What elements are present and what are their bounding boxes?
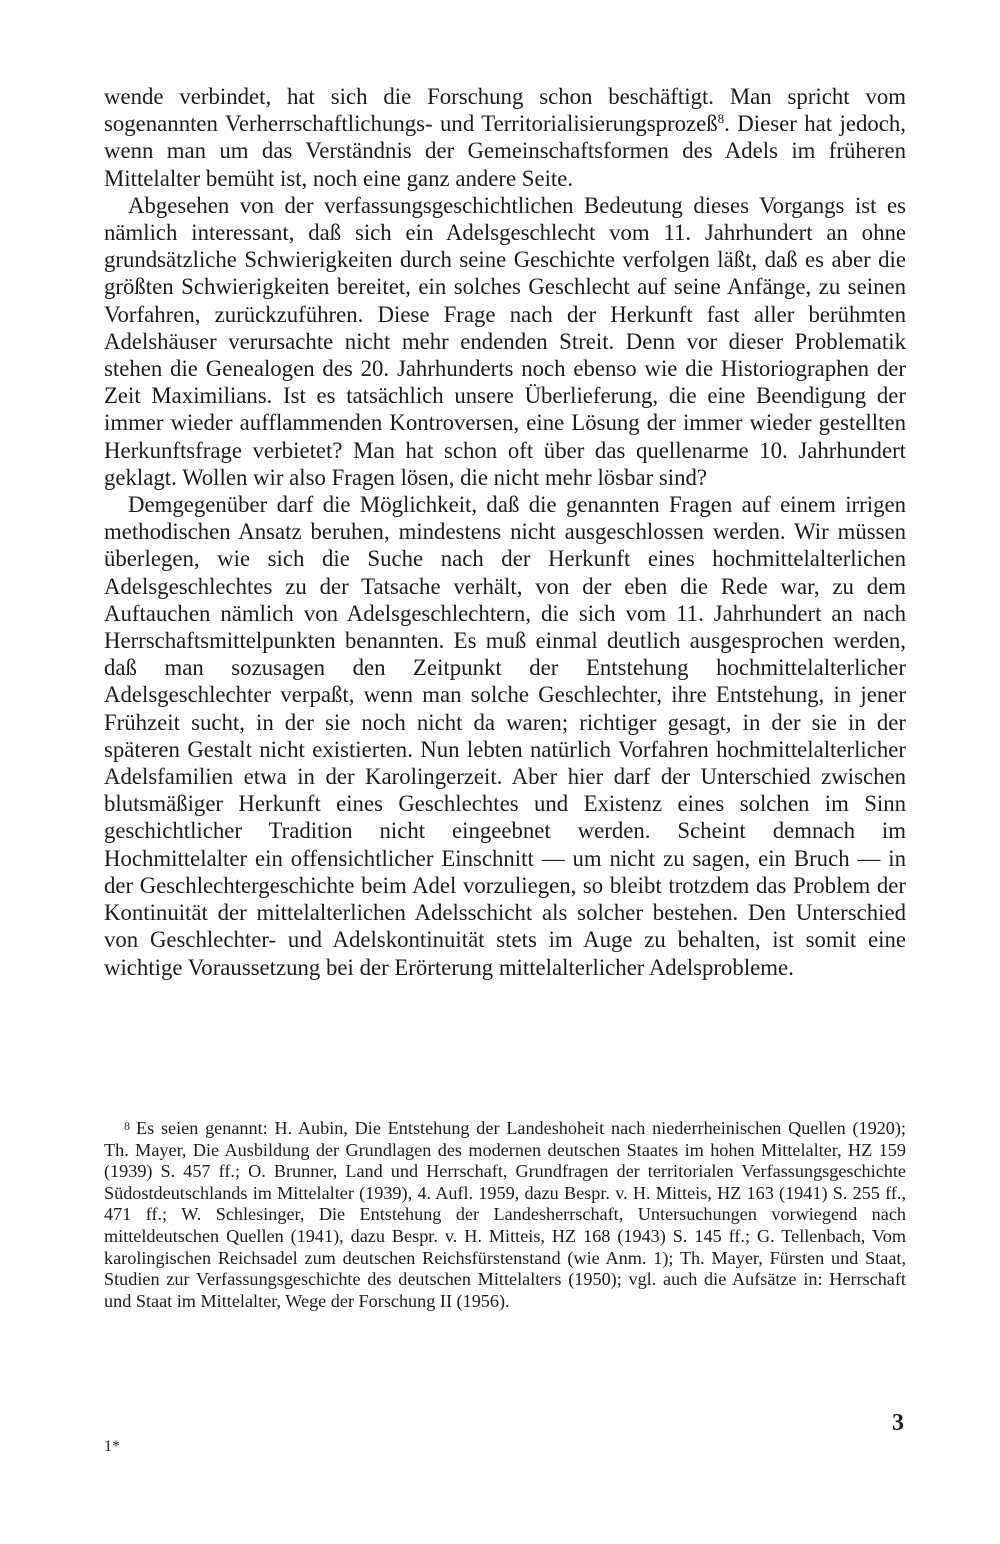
footnote-reference: 8 xyxy=(717,111,725,127)
body-text xyxy=(104,83,906,981)
paragraph-1-end: . Dieser hat jedoch, wenn man um das Verständnis der Gemeinschaftsformen des Adels im früheren Mittelalter bemüht ist, noch eine ganz andere Seite. xyxy=(104,111,906,191)
paragraph-2: Abgesehen von der verfassungsgeschichtlichen Bedeutung dieses Vorgangs ist es nämlich interessant, daß sich ein Adelsgeschlecht vom 11. Jahrhundert an ohne grundsätzliche Schwierigkeiten durch seine Geschichte verfolgen läßt, daß es aber die größten Schwierigkeiten bereitet, ein solches Geschlecht auf seine Anfänge, zu seinen Vorfahren, zurückzuführen. Diese Frage nach der Herkunft fast aller berühmten Adelshäuser verursachte nicht mehr endenden Streit. Denn vor dieser Problematik stehen die Genealogen des 20. Jahrhunderts noch ebenso wie die Historiographen der Zeit Maximilians. Ist es tatsächlich unsere Überlieferung, die eine Beendigung der immer wieder aufflammenden Kontroversen, eine Lösung der immer wieder gestellten Herkunftsfrage verbietet? Man hat schon oft über das quellenarme 10. Jahrhundert geklagt. Wollen wir also Fragen lösen, die nicht mehr lösbar sind? xyxy=(104,192,906,490)
paragraph-1-start: wende verbindet, hat sich die Forschung schon beschäftigt. Man spricht vom sogenannten Verherrschaftlichungs- und Territorialisierungsprozeß xyxy=(104,84,906,137)
footnote xyxy=(104,1118,906,1312)
paragraph-3: Demgegenüber darf die Möglichkeit, daß die genannten Fragen auf einem irrigen methodischen Ansatz beruhen, mindestens nicht ausgeschlossen werden. Wir müssen überlegen, wie sich die Suche nach der Herkunft eines hochmittelalterlichen Adelsgeschlechtes zu der Tatsache verhält, von der eben die Rede war, zu dem Auftauchen nämlich von Adelsgeschlechtern, die sich vom 11. Jahrhundert an nach Herrschaftsmittelpunkten benannten. Es muß einmal deutlich ausgesprochen werden, daß man sozusagen den Zeitpunkt der Entstehung hochmittelalterlicher Adelsgeschlechter verpaßt, wenn man solche Geschlechter, ihre Entstehung, in jener Frühzeit sucht, in der sie noch nicht da waren; richtiger gesagt, in der sie in der späteren Gestalt nicht existierten. Nun lebten natürlich Vorfahren hochmittelalterlicher Adelsfamilien etwa in der Karolingerzeit. Aber hier darf der Unterschied zwischen blutsmäßiger Herkunft eines Geschlechtes und Existenz eines solchen im Sinn geschichtlicher Tradition nicht eingeebnet werden. Scheint demnach im Hochmittelalter ein offensichtlicher Einschnitt — um nicht zu sagen, ein Bruch — in der Geschlechtergeschichte beim Adel vorzuliegen, so bleibt trotzdem das Problem der Kontinuität der mittelalterlichen Adelsschicht als solcher bestehen. Den Unterschied von Geschlechter- und Adelskontinuität stets im Auge zu behalten, ist somit eine wichtige Voraussetzung bei der Erörterung mittelalterlicher Adelsprobleme. xyxy=(104,492,906,980)
footnote-marker: 8 xyxy=(124,1119,130,1133)
page-number: 3 xyxy=(892,1410,904,1436)
printer-signature-mark: 1* xyxy=(104,1438,120,1455)
footnote-text: Es seien genannt: H. Aubin, Die Entstehung der Landeshoheit nach niederrheinischen Quellen (1920); Th. Mayer, Die Ausbildung der Grundlagen des modernen deutschen Staates im hohen Mittelalter, HZ 159 (1939) S. 457 ff.; O. Brunner, Land und Herrschaft, Grundfragen der territorialen Verfassungsgeschichte Südostdeutschlands im Mittelalter (1939), 4. Aufl. 1959, dazu Bespr. v. H. Mitteis, HZ 163 (1941) S. 255 ff., 471 ff.; W. Schlesinger, Die Entstehung der Landesherrschaft, Untersuchungen vorwiegend nach mitteldeutschen Quellen (1941), dazu Bespr. v. H. Mitteis, HZ 168 (1943) S. 145 ff.; G. Tellenbach, Vom karolingischen Reichsadel zum deutschen Reichsfürstenstand (wie Anm. 1); Th. Mayer, Fürsten und Staat, Studien zur Verfassungsgeschichte des deutschen Mittelalters (1950); vgl. auch die Aufsätze in: Herrschaft und Staat im Mittelalter, Wege der Forschung II (1956). xyxy=(104,1118,906,1311)
paragraph-1 xyxy=(104,83,906,192)
